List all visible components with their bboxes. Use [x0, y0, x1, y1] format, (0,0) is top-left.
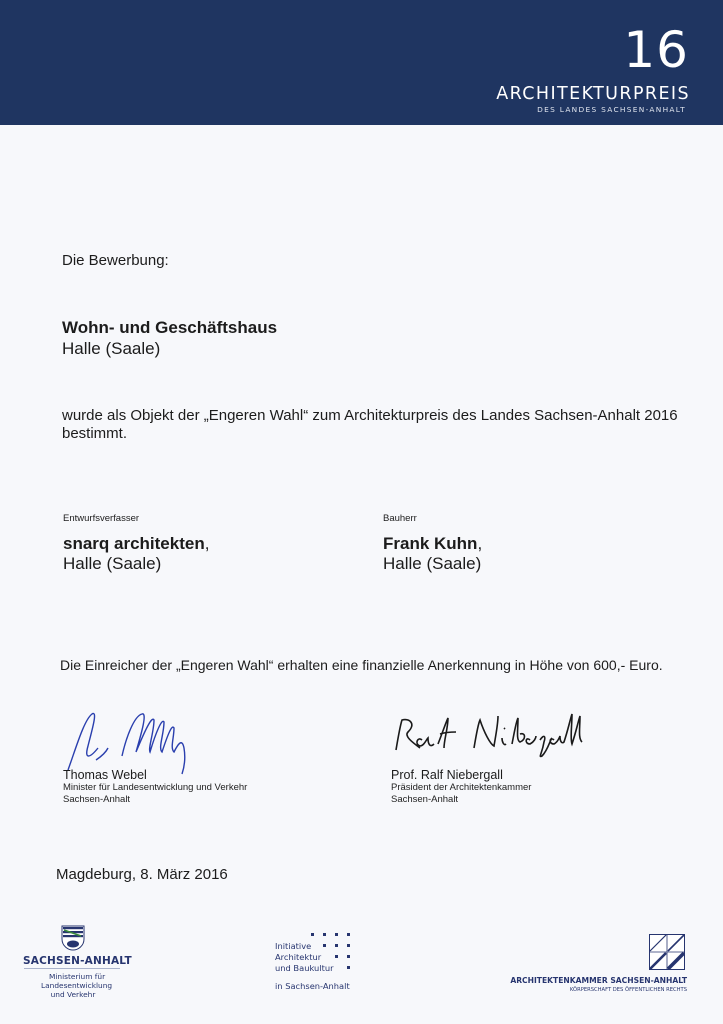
client-comma: , [477, 534, 483, 553]
ministry-line-1: Ministerium für [49, 972, 106, 981]
initiative-line-4: in Sachsen-Anhalt [275, 981, 350, 991]
signatory-1-role: Minister für Landesentwicklung und Verkehr [63, 782, 248, 793]
signature-niebergall [390, 710, 590, 762]
signatory-1-name: Thomas Webel [63, 768, 147, 782]
signatory-2-role: Präsident der Architektenkammer [391, 782, 532, 793]
architect-comma: , [204, 534, 210, 553]
intro-label: Die Bewerbung: [62, 252, 169, 269]
architect-label: Entwurfsverfasser [63, 513, 140, 524]
initiative-line-1: Initiative [275, 941, 312, 951]
statement-line-2: bestimmt. [62, 425, 128, 442]
ministry-logo-rule [24, 968, 120, 969]
signatory-2-region: Sachsen-Anhalt [391, 794, 459, 805]
initiative-line-3: und Baukultur [275, 963, 334, 973]
architect-name-line [63, 534, 209, 554]
header-banner [0, 0, 723, 125]
project-name: Wohn- und Geschäftshaus [62, 318, 278, 337]
place-date: Magdeburg, 8. März 2016 [56, 866, 228, 883]
client-name: Frank Kuhn [383, 534, 478, 553]
banner-title: ARCHITEKTURPREIS [496, 84, 690, 104]
architect-city: Halle (Saale) [63, 554, 162, 573]
award-note: Die Einreicher der „Engeren Wahl“ erhalten eine finanzielle Anerkennung in Höhe von 600,- Euro. [60, 657, 663, 673]
project-city: Halle (Saale) [62, 339, 161, 358]
chamber-logo-subtitle: KÖRPERSCHAFT DES ÖFFENTLICHEN RECHTS [569, 987, 687, 993]
statement-line-1: wurde als Objekt der „Engeren Wahl“ zum Architekturpreis des Landes Sachsen-Anhalt 2016 [62, 407, 678, 424]
client-city: Halle (Saale) [383, 554, 482, 573]
client-name-line [383, 534, 482, 554]
banner-subtitle: DES LANDES SACHSEN-ANHALT [537, 105, 686, 114]
banner-year: 16 [623, 21, 689, 79]
chamber-logo-icon [649, 934, 685, 970]
signatory-1-region: Sachsen-Anhalt [63, 794, 131, 805]
chamber-logo-title: ARCHITEKTENKAMMER SACHSEN-ANHALT [510, 976, 687, 985]
ministry-line-3: und Verkehr [50, 990, 96, 999]
initiative-line-2: Architektur [275, 952, 322, 962]
ministry-logo-title: SACHSEN-ANHALT [23, 955, 132, 967]
ministry-line-2: Landesentwicklung [41, 981, 113, 990]
coat-of-arms-icon [61, 925, 85, 951]
client-label: Bauherr [383, 513, 417, 524]
architect-name: snarq architekten [63, 534, 205, 553]
signatory-2-name: Prof. Ralf Niebergall [391, 768, 503, 782]
